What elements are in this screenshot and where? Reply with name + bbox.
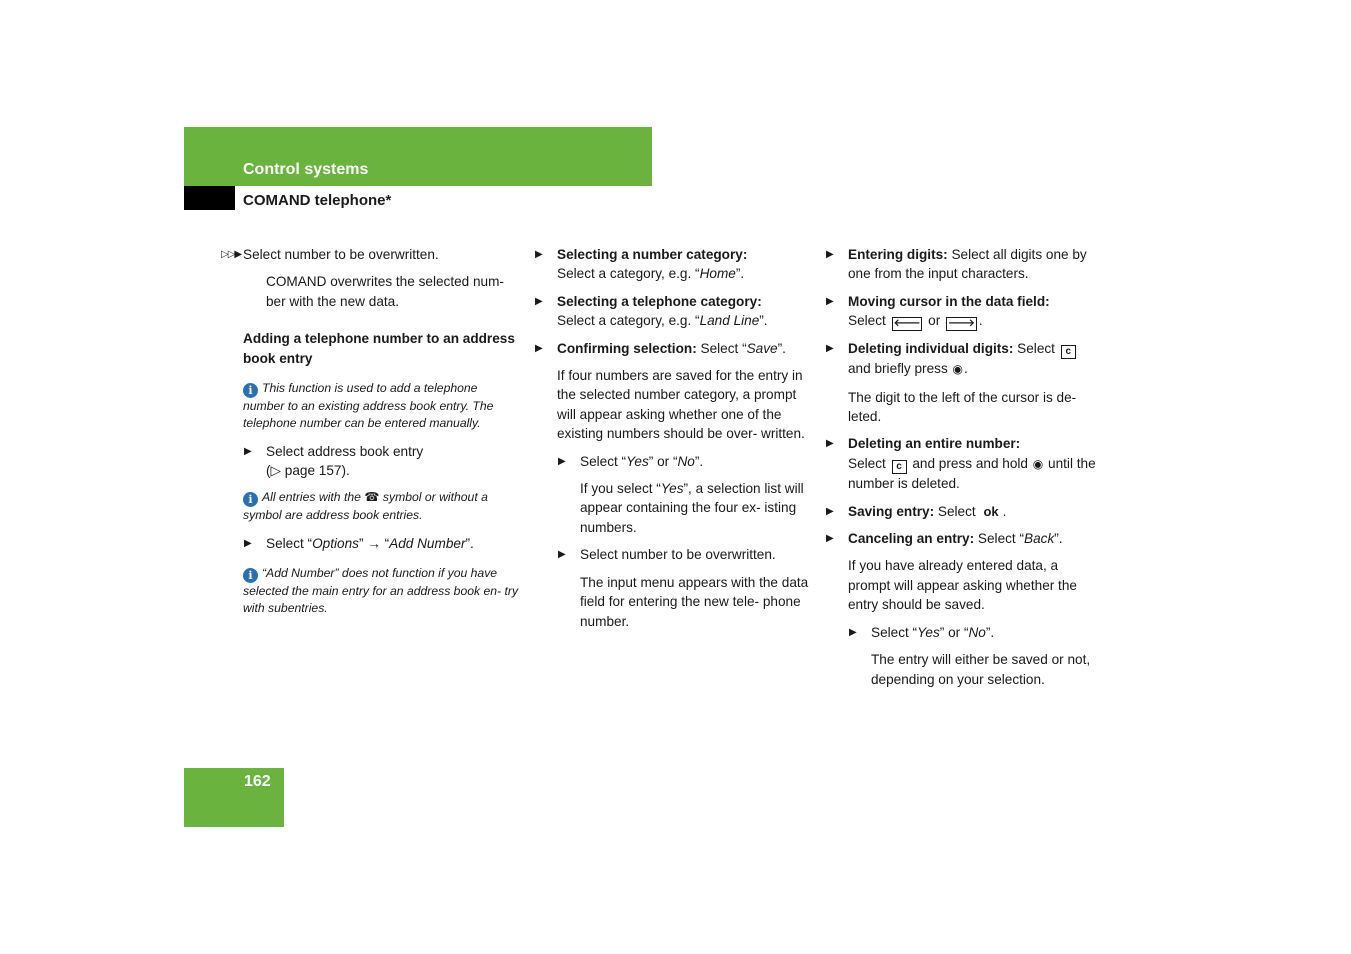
bullet-arrow-icon: ▶ <box>826 295 834 307</box>
column-1 <box>221 245 521 627</box>
section-heading: Adding a telephone number to an address book entry <box>243 331 515 366</box>
step-telephone-category: ▶ Selecting a telephone category: Select a category, e.g. “Land Line”. <box>535 293 768 329</box>
substep-yes-no: ▶ Select “Yes” or “No”. <box>871 623 1102 642</box>
substep-result: The input menu appears with the data field for entering the new tele- phone number. <box>580 574 809 629</box>
info-icon: i <box>243 383 258 398</box>
info-note: i “Add Number” does not function if you have selected the main entry for an address book en- try with subentries. <box>243 566 519 616</box>
step-deleting-number: ▶ Deleting an entire number: Select c and press and hold ◉ until the number is deleted. <box>826 436 1096 492</box>
paragraph: If you have already entered data, a prompt will appear asking whether the entry should be saved. <box>848 558 1077 613</box>
step-result: COMAND overwrites the selected num- ber with the new data. <box>266 274 504 309</box>
bullet-arrow-icon: ▶ <box>826 505 834 517</box>
column-2 <box>535 245 811 639</box>
step-text: Select number to be overwritten. <box>243 247 439 262</box>
paragraph: If four numbers are saved for the entry in the selected number category, a prompt will appear asking whether one of the existing numbers should be over- written. <box>557 368 805 442</box>
page-number: 162 <box>244 773 271 790</box>
left-arrow-key-icon: 🡐 <box>893 318 921 330</box>
control-knob-icon: ◉ <box>1032 456 1044 471</box>
bullet-arrow-icon: ▶ <box>535 249 543 260</box>
step-confirm-selection: ▶ Confirming selection: Select “Save”. <box>557 339 811 358</box>
bullet-arrow-icon: ▶ <box>535 342 543 354</box>
step-select-options: ▶ Select “Options” → “Add Number”. <box>266 534 521 553</box>
substep-select-number: ▶ Select number to be overwritten. <box>580 545 811 564</box>
step-deleting-digits: ▶ Deleting individual digits: Select c and briefly press ◉. <box>848 339 1102 379</box>
info-icon: i <box>243 568 258 583</box>
bullet-arrow-icon: ▶ <box>535 295 543 307</box>
section-title: Control systems <box>243 161 369 178</box>
substep-result: If you select “Yes”, a selection list will appear containing the four ex- isting numbers. <box>580 481 804 535</box>
bullet-arrow-icon: ▶ <box>558 455 566 467</box>
column-3 <box>826 245 1102 697</box>
step-saving-entry: ▶ Saving entry: Select ok . <box>848 502 1102 521</box>
bullet-arrow-icon: ▶ <box>558 549 566 561</box>
continued-arrow-icon: ▷▷▶ <box>221 249 242 260</box>
bullet-arrow-icon: ▶ <box>849 626 857 638</box>
continued-step <box>221 245 521 264</box>
control-knob-icon: ◉ <box>952 362 964 377</box>
bullet-arrow-icon: ▶ <box>244 537 252 549</box>
substep-result: The entry will either be saved or not, depending on your selection. <box>871 652 1091 687</box>
c-key-icon: c <box>892 460 907 474</box>
c-key-icon: c <box>1061 345 1076 359</box>
step-entering-digits: ▶ Entering digits: Select all digits one by one from the input characters. <box>826 247 1087 282</box>
step-select-address-entry: ▶ Select address book entry (▷ page 157). <box>266 442 521 481</box>
step-moving-cursor: ▶ Moving cursor in the data field: Select 🡐 or 🡒 . <box>826 293 1050 330</box>
page-reference: (▷ page 157). <box>266 463 350 479</box>
subsection-marker <box>184 186 235 210</box>
bullet-arrow-icon: ▶ <box>826 438 834 450</box>
bullet-arrow-icon: ▶ <box>244 446 252 458</box>
bullet-arrow-icon: ▶ <box>826 249 834 260</box>
bullet-arrow-icon: ▶ <box>826 343 834 355</box>
bullet-arrow-icon: ▶ <box>826 533 834 545</box>
info-note: i All entries with the ☎ symbol or without a symbol are address book entries. <box>243 489 488 522</box>
ok-symbol-icon: ok <box>983 503 999 519</box>
step-canceling-entry: ▶ Canceling an entry: Select “Back”. <box>848 529 1102 548</box>
info-icon: i <box>243 492 258 507</box>
step-number-category: ▶ Selecting a number category: Select a category, e.g. “Home”. <box>535 247 748 282</box>
phone-symbol-icon: ☎ <box>364 489 380 504</box>
subsection-title: COMAND telephone* <box>243 192 392 209</box>
paragraph: The digit to the left of the cursor is de- leted. <box>848 389 1077 425</box>
substep-yes-no: ▶ Select “Yes” or “No”. <box>580 452 811 471</box>
right-arrow-key-icon: 🡒 <box>948 318 975 330</box>
info-note: i This function is used to add a telephone number to an existing address book entry. The telephone number can be entered manually. <box>243 381 494 431</box>
